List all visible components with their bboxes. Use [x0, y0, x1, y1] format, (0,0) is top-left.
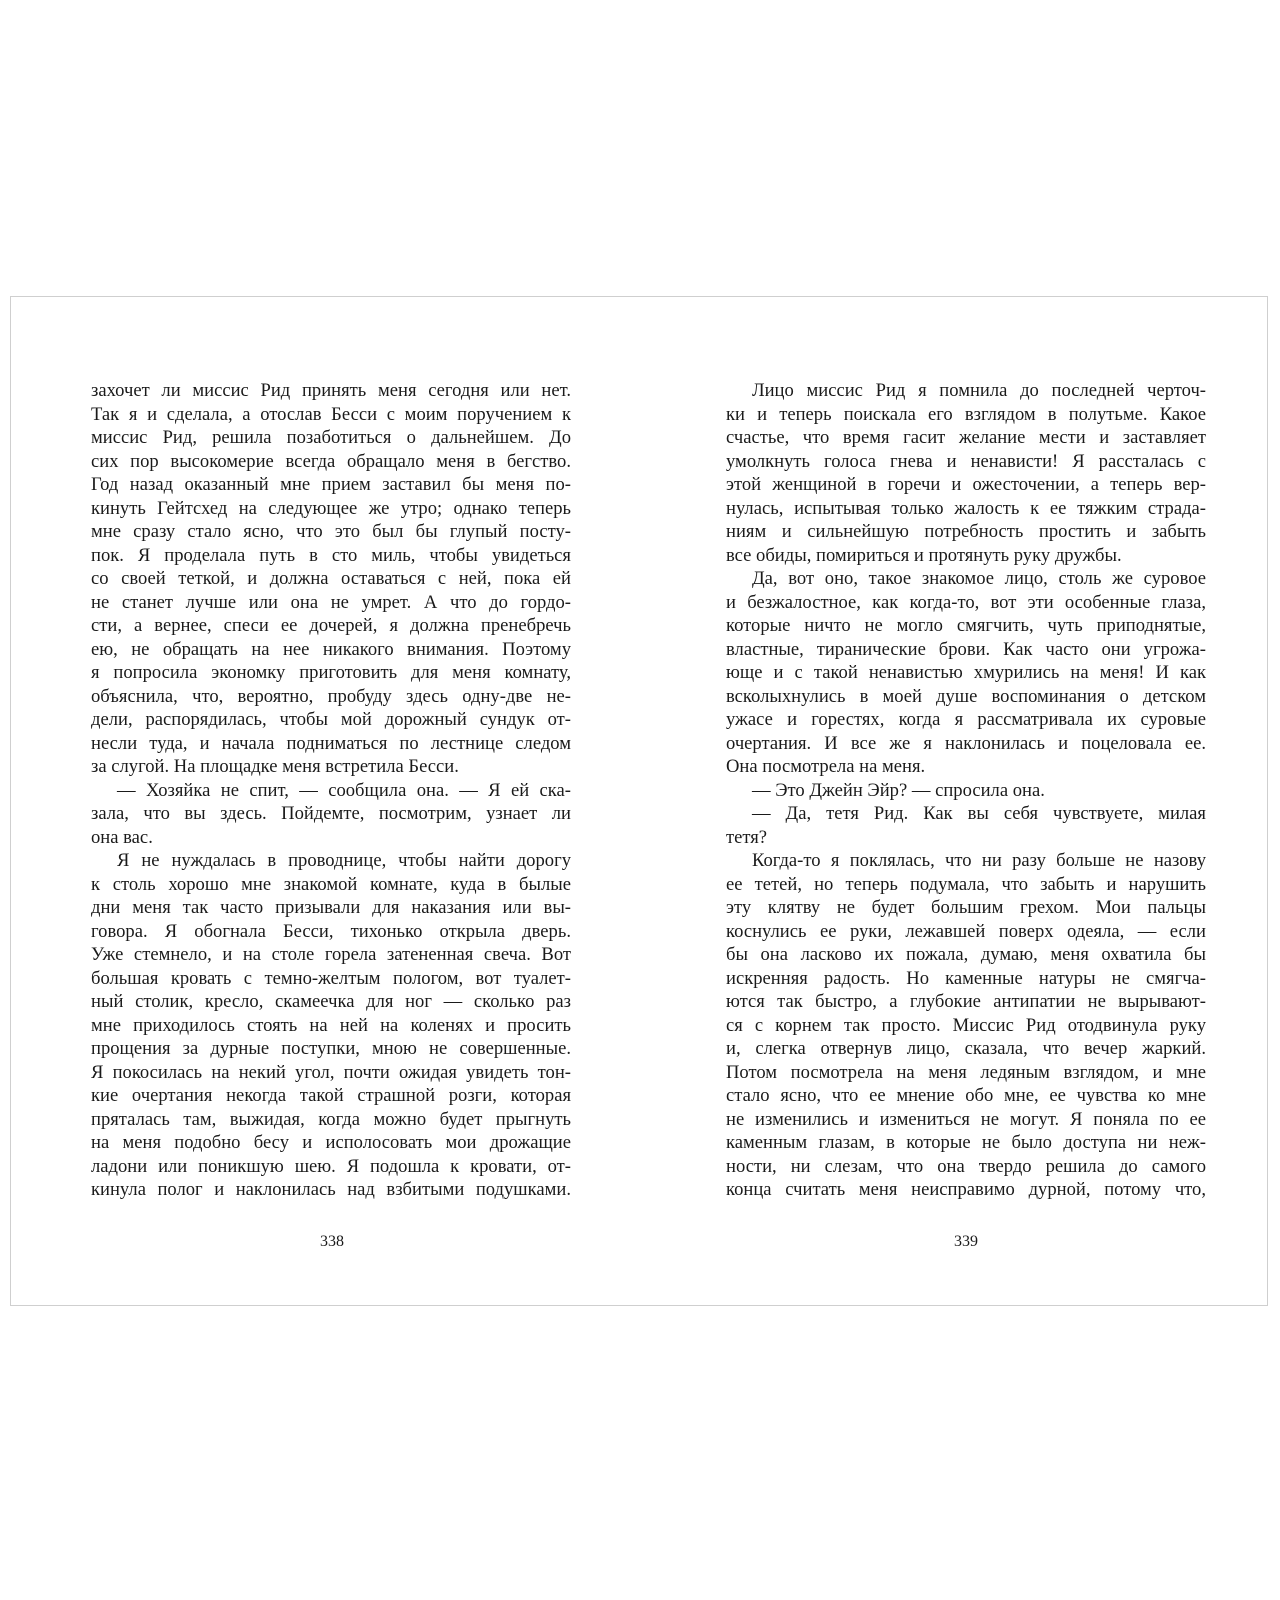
text-line: Уже стемнело, и на столе горела затененная свеча. Вот: [91, 944, 571, 965]
right-page: [726, 379, 1206, 1202]
text-line: кинула полог и наклонилась над взбитыми подушками.: [91, 1179, 571, 1200]
text-line: искренняя радость. Но каменные натуры не смягча-: [726, 967, 1206, 989]
text-line: всколыхнулись в моей душе воспоминания о детском: [726, 685, 1206, 707]
text-line: и, слегка отвернув лицо, сказала, что вечер жаркий.: [726, 1038, 1206, 1059]
text-line: этой женщиной в горечи и ожесточении, а теперь вер-: [726, 474, 1206, 495]
text-line: ный столик, кресло, скамеечка для ног — сколько раз: [91, 991, 571, 1012]
page-number-right: 339: [954, 1233, 978, 1250]
text-line: пок. Я проделала путь в сто миль, чтобы увидеться: [91, 544, 571, 566]
text-line: к столь хорошо мне знакомой комнате, куда в былые: [91, 873, 571, 895]
text-line: ужасе и горестях, когда я рассматривала их суровые: [726, 709, 1206, 730]
text-line: нулась, испытывая только жалость к ее тяжким страда-: [726, 497, 1206, 519]
text-line: Лицо миссис Рид я помнила до последней черточ-: [752, 380, 1206, 401]
text-line: дни меня так часто призывали для наказания или вы-: [91, 897, 571, 918]
text-line: очертания. И все же я наклонилась и поцеловала ее.: [726, 732, 1206, 754]
text-line: ся с корнем так просто. Миссис Рид отодвинула руку: [726, 1014, 1206, 1036]
text-line: она вас.: [91, 826, 153, 848]
text-line: стало ясно, что ее мнение обо мне, ее чувства ко мне: [726, 1085, 1206, 1106]
right-page-text: [726, 379, 1206, 1202]
text-line: несли туда, и начала подниматься по лестнице следом: [91, 732, 571, 754]
book-spread: [10, 296, 1268, 1306]
text-line: мне приходилось стоять на ней на коленях и просить: [91, 1014, 571, 1036]
text-line: пряталась там, выжидая, когда можно будет прыгнуть: [91, 1108, 571, 1130]
text-line: сих пор высокомерие всегда обращало меня в бегство.: [91, 450, 571, 472]
text-line: Год назад оказанный мне прием заставил бы меня по-: [91, 474, 571, 495]
page-number-left: 338: [320, 1233, 344, 1250]
text-line: бы она ласково их пожала, думаю, меня охватила бы: [726, 944, 1206, 965]
text-line: Она посмотрела на меня.: [726, 756, 926, 777]
text-line: которые ничто не могло смягчить, чуть приподнятые,: [726, 615, 1206, 636]
text-line: юще и с такой ненавистью хмурились на меня! И как: [726, 662, 1206, 683]
text-line: зала, что вы здесь. Пойдемте, посмотрим, узнает ли: [91, 803, 571, 824]
text-line: все обиды, помириться и протянуть руку дружбы.: [726, 544, 1122, 566]
text-line: тетя?: [726, 826, 768, 848]
text-line: не изменились и измениться не могут. Я поняла по ее: [726, 1108, 1206, 1130]
text-line: не станет лучше или она не умрет. А что до гордо-: [91, 591, 571, 613]
text-line: мне сразу стало ясно, что это был бы глупый посту-: [91, 521, 571, 542]
text-line: ности, ни слезам, что она твердо решила до самого: [726, 1155, 1206, 1177]
text-line: властные, тиранические брови. Как часто они угрожа-: [726, 638, 1206, 660]
text-line: я попросила экономку приготовить для меня комнату,: [91, 662, 571, 683]
text-line: ются так быстро, а глубокие антипатии не вырывают-: [726, 991, 1206, 1012]
text-line: говора. Я обогнала Бесси, тихонько открыла дверь.: [91, 920, 571, 942]
text-line: Да, вот оно, такое знакомое лицо, столь же суровое: [752, 568, 1206, 589]
text-line: ею, не обращать на нее никакого внимания. Поэтому: [91, 638, 571, 660]
text-line: умолкнуть голоса гнева и ненависти! Я рассталась с: [726, 450, 1206, 472]
text-line: Так я и сделала, а отослав Бесси с моим поручением к: [91, 403, 571, 425]
text-line: кинуть Гейтсхед на следующее же утро; однако теперь: [91, 497, 571, 519]
text-line: большая кровать с темно-желтым пологом, вот туалет-: [91, 967, 571, 989]
text-line: — Хозяйка не спит, — сообщила она. — Я ей ска-: [117, 779, 571, 801]
text-line: миссис Рид, решила позаботиться о дальнейшем. До: [91, 427, 571, 448]
text-line: ладони или поникшую шею. Я подошла к кровати, от-: [91, 1155, 571, 1177]
text-line: ниям и сильнейшую потребность простить и забыть: [726, 521, 1206, 542]
left-page: [91, 379, 571, 1202]
text-line: каменным глазам, в которые не было доступа ни неж-: [726, 1132, 1206, 1153]
text-line: и безжалостное, как когда-то, вот эти особенные глаза,: [726, 591, 1206, 613]
text-line: коснулись ее руки, лежавшей поверх одеяла, — если: [726, 920, 1206, 942]
text-line: Я не нуждалась в проводнице, чтобы найти дорогу: [117, 850, 571, 871]
text-line: эту клятву не будет большим грехом. Мои пальцы: [726, 897, 1206, 918]
text-line: счастье, что время гасит желание мести и заставляет: [726, 427, 1206, 448]
text-line: кие очертания некогда такой страшной розги, которая: [91, 1085, 571, 1106]
text-line: — Да, тетя Рид. Как вы себя чувствуете, милая: [752, 803, 1206, 824]
text-line: дели, распорядилась, чтобы мой дорожный сундук от-: [91, 709, 571, 730]
text-line: объяснила, что, вероятно, пробуду здесь одну-две не-: [91, 685, 571, 707]
text-line: со своей теткой, и должна оставаться с ней, пока ей: [91, 568, 571, 589]
text-line: за слугой. На площадке меня встретила Бесси.: [91, 756, 459, 777]
text-line: прощения за дурные поступки, мною не совершенные.: [91, 1038, 571, 1059]
text-line: ки и теперь поискала его взглядом в полутьме. Какое: [726, 403, 1206, 425]
left-page-text: [91, 379, 571, 1202]
text-line: Потом посмотрела на меня ледяным взглядом, и мне: [726, 1061, 1206, 1083]
text-line: конца считать меня неисправимо дурной, потому что,: [726, 1179, 1206, 1200]
text-line: захочет ли миссис Рид принять меня сегодня или нет.: [91, 380, 571, 401]
text-line: Когда-то я поклялась, что ни разу больше не назову: [752, 850, 1206, 871]
text-line: Я покосилась на некий угол, почти ожидая увидеть тон-: [91, 1061, 571, 1083]
text-line: на меня подобно бесу и исполосовать мои дрожащие: [91, 1132, 571, 1153]
text-line: ее тетей, но теперь подумала, что забыть и нарушить: [726, 873, 1206, 895]
text-line: — Это Джейн Эйр? — спросила она.: [752, 779, 1045, 801]
text-line: сти, а вернее, спеси ее дочерей, я должна пренебречь: [91, 615, 571, 636]
